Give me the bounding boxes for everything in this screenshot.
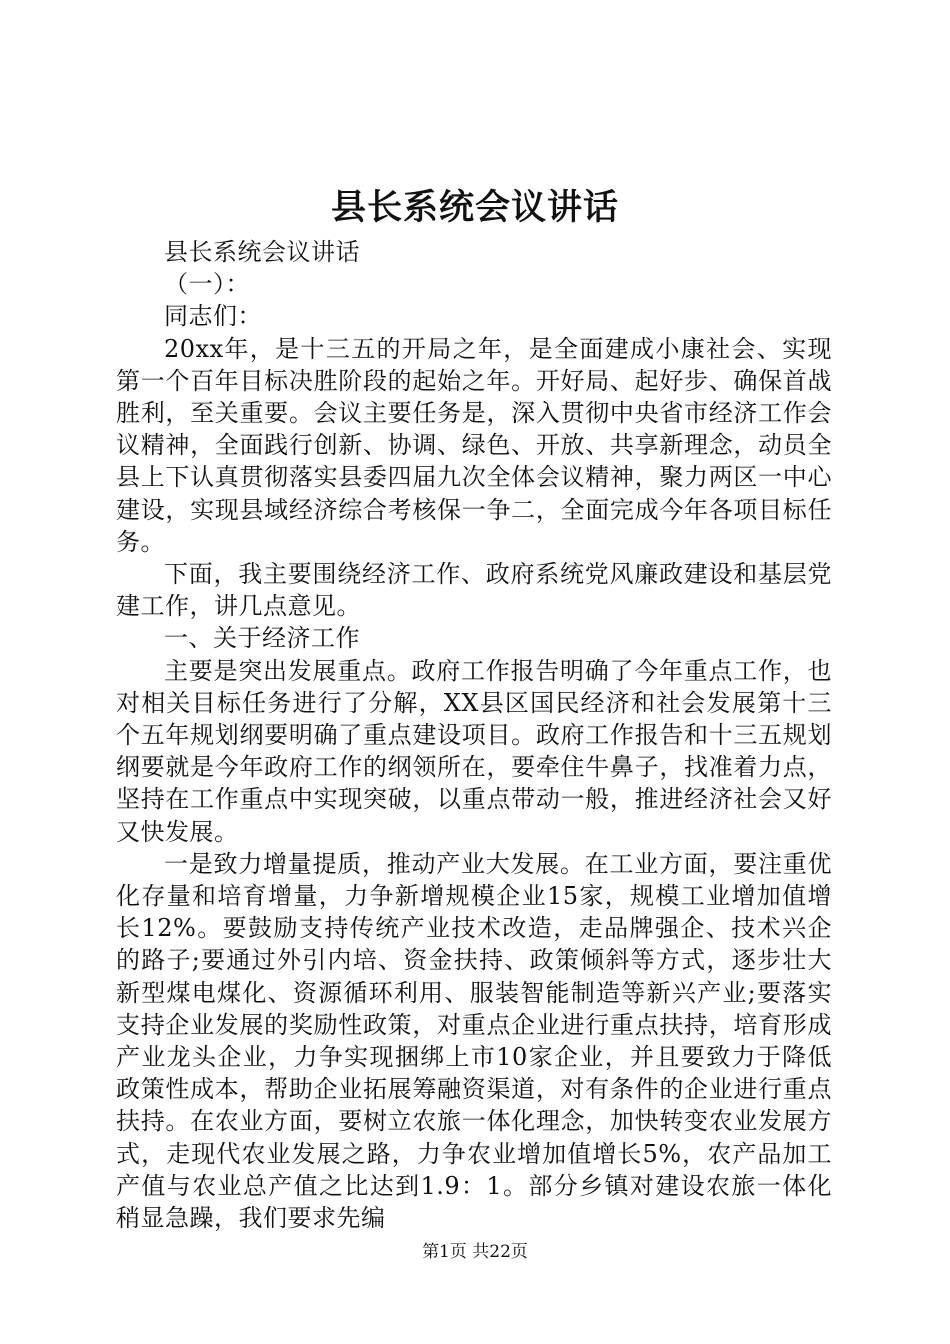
paragraph-heading-economy: 一、关于经济工作 (164, 624, 360, 653)
page-footer: 第1页 共22页 (422, 1242, 528, 1262)
document-title: 县长系统会议讲话 (330, 187, 619, 228)
document-body (116, 236, 832, 1234)
paragraph-salutation: 同志们： (164, 302, 262, 331)
paragraph-section-mark: （一）： (164, 270, 250, 299)
paragraph-intro: 20xx年，是十三五的开局之年，是全面建成小康社会、实现第一个百年目标决胜阶段的起始之年。开好局、起好步、确保首战胜利，至关重要。会议主要任务是，深入贯彻中央省市经济工作会议精神，全面践行创新、协调、绿色、开放、共享新理念，动员全县上下认真贯彻落实县委四届九次全体会议精神，聚力两区一中心建设，实现县域经济综合考核保一争二，全面完成今年各项目标任务。 (116, 334, 832, 556)
paragraph-subtitle: 县长系统会议讲话 (164, 238, 360, 266)
paragraph-focus: 主要是突出发展重点。政府工作报告明确了今年重点工作，也对相关目标任务进行了分解，XX县区国民经济和社会发展第十三个五年规划纲要明确了重点建设项目。政府工作报告和十三五规划纲要就是今年政府工作的纲领所在，要牵住牛鼻子，找准着力点，坚持在工作重点中实现突破，以重点带动一般，推进经济社会又好又快发展。 (116, 656, 832, 846)
paragraph-outline: 下面，我主要围绕经济工作、政府系统党风廉政建设和基层党建工作，讲几点意见。 (116, 560, 832, 621)
paragraph-industry: 一是致力增量提质，推动产业大发展。在工业方面，要注重优化存量和培育增量，力争新增规模企业15家，规模工业增加值增长12%。要鼓励支持传统产业技术改造，走品牌强企、技术兴企的路子;要通过外引内培、资金扶持、政策倾斜等方式，逐步壮大新型煤电煤化、资源循环利用、服装智能制造等新兴产业;要落实支持企业发展的奖励性政策，对重点企业进行重点扶持，培育形成产业龙头企业，力争实现捆绑上市10家企业，并且要致力于降低政策性成本，帮助企业拓展筹融资渠道，对有条件的企业进行重点扶持。在农业方面，要树立农旅一体化理念，加快转变农业发展方式，走现代农业发展之路，力争农业增加值增长5%，农产品加工产值与农业总产值之比达到1.9：1。部分乡镇对建设农旅一体化稍显急躁，我们要求先编 (116, 849, 832, 1233)
